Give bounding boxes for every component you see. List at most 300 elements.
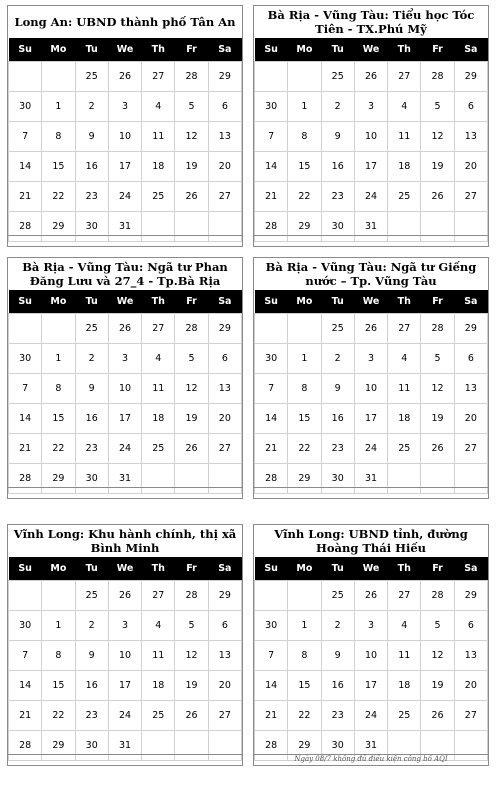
day-cell (255, 314, 288, 344)
day-cell: 8 (42, 122, 75, 152)
weekday-header: Tu (75, 557, 108, 581)
day-cell: 28 (9, 731, 42, 761)
day-cell: 14 (9, 152, 42, 182)
weekday-header: Tu (321, 290, 354, 314)
day-cell: 31 (108, 212, 141, 242)
weekday-header: We (108, 38, 141, 62)
week-row (9, 701, 242, 731)
weekday-header: Th (388, 557, 421, 581)
week-row (255, 152, 488, 182)
week-row (255, 314, 488, 344)
day-cell: 20 (208, 671, 241, 701)
day-cell: 13 (454, 374, 487, 404)
day-cell: 8 (288, 122, 321, 152)
day-cell: 30 (75, 212, 108, 242)
day-cell: 21 (9, 701, 42, 731)
panel-title: Bà Rịa - Vũng Tàu: Tiểu học Tóc Tiên - TX.Phú Mỹ (267, 8, 475, 36)
day-cell: 11 (388, 122, 421, 152)
week-row (9, 314, 242, 344)
day-cell: 19 (175, 404, 208, 434)
day-cell: 11 (142, 122, 175, 152)
day-cell: 28 (175, 581, 208, 611)
day-cell: 27 (208, 182, 241, 212)
week-row (255, 641, 488, 671)
day-cell: 29 (454, 62, 487, 92)
day-cell: 27 (454, 182, 487, 212)
day-cell: 30 (255, 92, 288, 122)
day-cell: 19 (421, 404, 454, 434)
panel-footnote (254, 235, 488, 245)
day-cell: 22 (42, 182, 75, 212)
day-cell: 1 (288, 611, 321, 641)
day-cell: 6 (454, 611, 487, 641)
day-cell: 21 (255, 701, 288, 731)
day-cell: 2 (321, 92, 354, 122)
day-cell: 20 (208, 152, 241, 182)
day-cell: 9 (75, 641, 108, 671)
day-cell: 13 (208, 122, 241, 152)
weekday-header: Mo (288, 290, 321, 314)
day-cell: 1 (42, 344, 75, 374)
weekday-header: Tu (75, 290, 108, 314)
day-cell: 14 (9, 671, 42, 701)
day-cell: 15 (42, 404, 75, 434)
day-cell: 23 (321, 182, 354, 212)
panel-title: Bà Rịa - Vũng Tàu: Ngã tư Giếng nước – Tp. Vũng Tàu (265, 260, 477, 288)
day-cell: 28 (421, 581, 454, 611)
day-cell: 28 (421, 314, 454, 344)
day-cell: 16 (75, 404, 108, 434)
day-cell: 9 (321, 122, 354, 152)
day-cell: 6 (208, 611, 241, 641)
week-row (9, 581, 242, 611)
week-row (9, 434, 242, 464)
day-cell (255, 581, 288, 611)
day-cell: 5 (421, 92, 454, 122)
day-cell: 26 (108, 62, 141, 92)
weekday-header: Th (142, 557, 175, 581)
day-cell: 9 (321, 641, 354, 671)
day-cell: 14 (255, 152, 288, 182)
day-cell: 12 (421, 122, 454, 152)
weekday-header: Fr (421, 290, 454, 314)
day-cell: 3 (354, 92, 387, 122)
day-cell: 20 (454, 671, 487, 701)
week-row (255, 374, 488, 404)
day-cell (42, 314, 75, 344)
weekday-header: Tu (75, 38, 108, 62)
day-cell: 17 (354, 671, 387, 701)
calendar-table (254, 38, 488, 242)
panel-footnote (8, 487, 242, 497)
day-cell: 30 (9, 92, 42, 122)
day-cell: 17 (108, 671, 141, 701)
day-cell: 21 (9, 434, 42, 464)
day-cell: 27 (454, 434, 487, 464)
day-cell: 25 (388, 434, 421, 464)
weekday-header: Th (142, 38, 175, 62)
day-cell: 30 (255, 344, 288, 374)
day-cell: 24 (108, 701, 141, 731)
day-cell: 31 (354, 731, 387, 761)
weekday-header: Fr (175, 557, 208, 581)
day-cell: 26 (175, 182, 208, 212)
week-row (255, 404, 488, 434)
day-cell: 29 (288, 731, 321, 761)
day-cell: 29 (42, 731, 75, 761)
day-cell: 29 (42, 212, 75, 242)
day-cell: 16 (321, 404, 354, 434)
day-cell: 29 (208, 314, 241, 344)
day-cell: 9 (321, 374, 354, 404)
day-cell: 30 (321, 464, 354, 494)
calendar-table (8, 290, 242, 494)
day-cell: 28 (255, 464, 288, 494)
day-cell: 14 (255, 404, 288, 434)
day-cell: 15 (288, 404, 321, 434)
day-cell: 2 (321, 611, 354, 641)
day-cell: 28 (9, 464, 42, 494)
week-row (255, 122, 488, 152)
day-cell: 22 (288, 434, 321, 464)
weekday-header-row (9, 38, 242, 62)
panel-footnote: Ngày 08/7 không đủ điều kiện công bố AQI (254, 754, 488, 764)
weekday-header: We (354, 290, 387, 314)
weekday-header: Mo (42, 557, 75, 581)
weekday-header: Tu (321, 38, 354, 62)
day-cell: 19 (175, 671, 208, 701)
weekday-header: Fr (421, 557, 454, 581)
day-cell: 18 (142, 671, 175, 701)
day-cell: 15 (288, 152, 321, 182)
day-cell: 27 (208, 434, 241, 464)
day-cell (288, 314, 321, 344)
week-row (9, 611, 242, 641)
weekday-header: Sa (454, 290, 487, 314)
day-cell: 8 (42, 641, 75, 671)
day-cell: 12 (175, 122, 208, 152)
day-cell: 3 (354, 611, 387, 641)
day-cell: 11 (388, 374, 421, 404)
day-cell: 1 (288, 92, 321, 122)
day-cell: 21 (255, 182, 288, 212)
day-cell: 25 (142, 182, 175, 212)
week-row (255, 434, 488, 464)
week-row (255, 344, 488, 374)
day-cell: 20 (208, 404, 241, 434)
weekday-header-row (255, 38, 488, 62)
weekday-header: Sa (454, 557, 487, 581)
day-cell: 6 (208, 92, 241, 122)
day-cell: 7 (9, 641, 42, 671)
day-cell: 3 (108, 611, 141, 641)
day-cell: 10 (354, 374, 387, 404)
day-cell: 23 (75, 701, 108, 731)
day-cell: 30 (75, 731, 108, 761)
weekday-header: We (354, 38, 387, 62)
day-cell: 26 (421, 434, 454, 464)
day-cell: 29 (288, 212, 321, 242)
week-row (9, 641, 242, 671)
week-row (9, 92, 242, 122)
day-cell: 27 (142, 581, 175, 611)
day-cell: 8 (42, 374, 75, 404)
day-cell: 18 (142, 152, 175, 182)
panel-footnote (8, 235, 242, 245)
day-cell: 28 (175, 314, 208, 344)
day-cell: 2 (321, 344, 354, 374)
weekday-header-row (9, 290, 242, 314)
day-cell: 4 (388, 611, 421, 641)
weekday-header: Su (255, 290, 288, 314)
day-cell (9, 62, 42, 92)
panel-footnote (8, 754, 242, 764)
day-cell: 20 (454, 404, 487, 434)
day-cell: 31 (354, 464, 387, 494)
day-cell: 26 (421, 182, 454, 212)
weekday-header: Th (142, 290, 175, 314)
day-cell: 27 (142, 62, 175, 92)
day-cell: 28 (255, 731, 288, 761)
weekday-header: Su (255, 557, 288, 581)
calendar-table (254, 290, 488, 494)
day-cell: 25 (321, 314, 354, 344)
day-cell: 26 (421, 701, 454, 731)
week-row (255, 581, 488, 611)
day-cell: 25 (321, 581, 354, 611)
day-cell: 23 (75, 182, 108, 212)
weekday-header: Fr (421, 38, 454, 62)
day-cell: 23 (75, 434, 108, 464)
weekday-header: Su (9, 38, 42, 62)
day-cell: 21 (9, 182, 42, 212)
day-cell: 27 (142, 314, 175, 344)
day-cell: 30 (75, 464, 108, 494)
day-cell: 29 (42, 464, 75, 494)
day-cell: 5 (421, 344, 454, 374)
day-cell: 19 (421, 152, 454, 182)
panel-footnote (254, 487, 488, 497)
day-cell: 26 (354, 314, 387, 344)
day-cell: 26 (175, 701, 208, 731)
day-cell: 24 (354, 701, 387, 731)
week-row (9, 374, 242, 404)
day-cell: 15 (42, 152, 75, 182)
day-cell: 14 (9, 404, 42, 434)
weekday-header-row (255, 557, 488, 581)
day-cell: 12 (421, 641, 454, 671)
day-cell: 2 (75, 344, 108, 374)
day-cell: 11 (142, 374, 175, 404)
weekday-header: Su (255, 38, 288, 62)
day-cell: 12 (175, 374, 208, 404)
day-cell: 13 (208, 641, 241, 671)
day-cell: 25 (142, 434, 175, 464)
week-row (9, 122, 242, 152)
weekday-header: Mo (42, 290, 75, 314)
day-cell: 4 (142, 344, 175, 374)
day-cell: 10 (354, 122, 387, 152)
day-cell: 24 (108, 182, 141, 212)
day-cell: 15 (288, 671, 321, 701)
weekday-header: Su (9, 290, 42, 314)
day-cell: 29 (208, 581, 241, 611)
day-cell: 31 (354, 212, 387, 242)
weekday-header: Mo (288, 38, 321, 62)
weekday-header: Th (388, 38, 421, 62)
weekday-header: Mo (288, 557, 321, 581)
day-cell: 25 (75, 581, 108, 611)
day-cell: 16 (75, 152, 108, 182)
day-cell: 18 (142, 404, 175, 434)
day-cell: 18 (388, 671, 421, 701)
day-cell: 11 (142, 641, 175, 671)
day-cell: 29 (454, 581, 487, 611)
day-cell: 27 (388, 314, 421, 344)
day-cell: 27 (208, 701, 241, 731)
day-cell: 5 (175, 611, 208, 641)
day-cell: 30 (255, 611, 288, 641)
panel-title: Long An: UBND thành phố Tân An (14, 15, 236, 29)
week-row (255, 182, 488, 212)
day-cell (288, 581, 321, 611)
day-cell (288, 62, 321, 92)
week-row (9, 344, 242, 374)
day-cell: 1 (42, 92, 75, 122)
weekday-header: Tu (321, 557, 354, 581)
day-cell: 6 (208, 344, 241, 374)
panel-title: Vĩnh Long: Khu hành chính, thị xã Bình Minh (13, 527, 237, 555)
day-cell: 4 (388, 92, 421, 122)
panel-title: Bà Rịa - Vũng Tàu: Ngã tư Phan Đăng Lưu và 27_4 - Tp.Bà Rịa (22, 260, 228, 288)
week-row (255, 611, 488, 641)
calendar-panel (253, 524, 489, 766)
day-cell: 17 (354, 152, 387, 182)
day-cell: 21 (255, 434, 288, 464)
day-cell: 9 (75, 374, 108, 404)
day-cell: 3 (108, 344, 141, 374)
weekday-header: Th (388, 290, 421, 314)
day-cell: 4 (142, 92, 175, 122)
calendar-panel (7, 524, 243, 766)
day-cell: 14 (255, 671, 288, 701)
day-cell: 4 (142, 611, 175, 641)
day-cell: 11 (388, 641, 421, 671)
day-cell: 6 (454, 344, 487, 374)
day-cell: 22 (42, 434, 75, 464)
day-cell: 7 (255, 641, 288, 671)
day-cell: 20 (454, 152, 487, 182)
weekday-header-row (255, 290, 488, 314)
day-cell: 25 (142, 701, 175, 731)
day-cell: 26 (354, 581, 387, 611)
day-cell: 27 (388, 581, 421, 611)
day-cell: 17 (354, 404, 387, 434)
day-cell: 25 (75, 62, 108, 92)
calendar-panel (7, 257, 243, 499)
day-cell: 13 (208, 374, 241, 404)
day-cell (255, 62, 288, 92)
day-cell: 29 (208, 62, 241, 92)
day-cell: 25 (321, 62, 354, 92)
day-cell: 2 (75, 611, 108, 641)
day-cell: 22 (288, 701, 321, 731)
weekday-header: Fr (175, 290, 208, 314)
week-row (9, 671, 242, 701)
weekday-header: Sa (208, 38, 241, 62)
weekday-header: Sa (208, 290, 241, 314)
week-row (255, 671, 488, 701)
day-cell: 9 (75, 122, 108, 152)
day-cell: 16 (321, 671, 354, 701)
day-cell: 7 (9, 374, 42, 404)
week-row (255, 62, 488, 92)
day-cell: 29 (288, 464, 321, 494)
weekday-header: We (108, 290, 141, 314)
day-cell: 25 (388, 182, 421, 212)
day-cell (9, 581, 42, 611)
day-cell: 16 (75, 671, 108, 701)
weekday-header: Mo (42, 38, 75, 62)
weekday-header: Sa (454, 38, 487, 62)
day-cell: 30 (321, 731, 354, 761)
day-cell: 10 (108, 122, 141, 152)
calendar-table (254, 557, 488, 761)
week-row (255, 701, 488, 731)
weekday-header: We (108, 557, 141, 581)
day-cell: 25 (75, 314, 108, 344)
day-cell: 7 (9, 122, 42, 152)
day-cell: 16 (321, 152, 354, 182)
day-cell: 28 (9, 212, 42, 242)
day-cell: 1 (42, 611, 75, 641)
day-cell: 10 (108, 641, 141, 671)
week-row (9, 404, 242, 434)
day-cell (42, 581, 75, 611)
day-cell: 12 (421, 374, 454, 404)
day-cell: 29 (454, 314, 487, 344)
day-cell: 8 (288, 374, 321, 404)
day-cell: 26 (108, 581, 141, 611)
day-cell: 28 (255, 212, 288, 242)
day-cell: 26 (354, 62, 387, 92)
day-cell: 7 (255, 122, 288, 152)
day-cell: 15 (42, 671, 75, 701)
day-cell: 31 (108, 731, 141, 761)
day-cell: 23 (321, 434, 354, 464)
day-cell: 10 (108, 374, 141, 404)
day-cell: 5 (421, 611, 454, 641)
weekday-header: Sa (208, 557, 241, 581)
day-cell: 19 (175, 152, 208, 182)
day-cell: 26 (108, 314, 141, 344)
weekday-header-row (9, 557, 242, 581)
day-cell: 30 (321, 212, 354, 242)
calendar-table (8, 557, 242, 761)
day-cell: 4 (388, 344, 421, 374)
week-row (9, 182, 242, 212)
day-cell: 18 (388, 152, 421, 182)
day-cell: 18 (388, 404, 421, 434)
day-cell: 24 (108, 434, 141, 464)
day-cell: 28 (421, 62, 454, 92)
day-cell: 17 (108, 152, 141, 182)
day-cell: 3 (108, 92, 141, 122)
day-cell: 6 (454, 92, 487, 122)
weekday-header: We (354, 557, 387, 581)
day-cell: 27 (454, 701, 487, 731)
calendar-panel (7, 5, 243, 247)
